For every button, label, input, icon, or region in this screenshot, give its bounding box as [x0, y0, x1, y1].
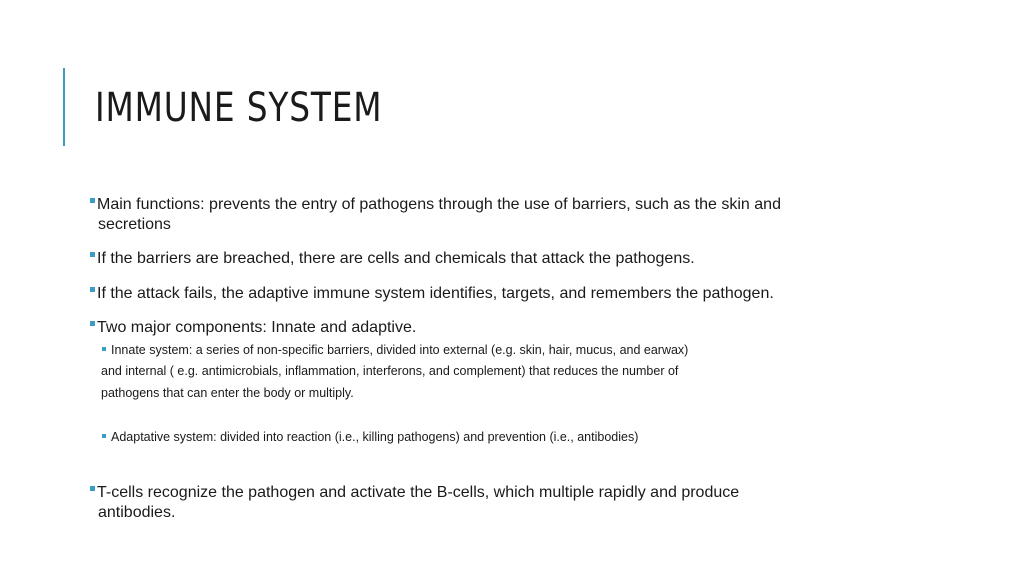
sub-bullet-text: Adaptative system: divided into reaction (i.e., killing pathogens) and prevention (i.e., antibodies) — [111, 430, 639, 444]
bullet-text: Two major components: Innate and adaptive. — [97, 319, 417, 336]
bullet-text: If the attack fails, the adaptive immune system identifies, targets, and remembers the pathogen. — [97, 285, 774, 302]
sub-bullet-text: Innate system: a series of non-specific barriers, divided into external (e.g. skin, hair, mucus, and earwax) — [111, 343, 689, 357]
bullet-attack-fails — [90, 284, 930, 304]
sub-bullet-innate — [102, 342, 688, 358]
bullet-square-icon — [90, 321, 95, 326]
slide-title: IMMUNE SYSTEM — [95, 85, 383, 131]
sub-bullet-innate-continued-2: pathogens that can enter the body or multiply. — [101, 386, 354, 400]
bullet-square-icon — [90, 486, 95, 491]
bullet-square-icon — [90, 252, 95, 257]
sub-bullet-adaptative — [102, 429, 638, 445]
bullet-t-cells — [90, 483, 890, 523]
bullet-square-icon — [90, 198, 95, 203]
title-accent-bar — [63, 68, 65, 146]
bullet-text: T-cells recognize the pathogen and activate the B-cells, which multiple rapidly and produce — [97, 484, 740, 501]
bullet-barriers-breached — [90, 249, 890, 269]
sub-bullet-square-icon — [102, 434, 106, 438]
bullet-text-continued: secretions — [98, 216, 171, 233]
sub-bullet-square-icon — [102, 347, 106, 351]
bullet-square-icon — [90, 287, 95, 292]
bullet-text: Main functions: prevents the entry of pathogens through the use of barriers, such as the skin and — [97, 196, 781, 213]
bullet-text-continued: antibodies. — [98, 504, 176, 521]
bullet-text: If the barriers are breached, there are cells and chemicals that attack the pathogens. — [97, 250, 695, 267]
sub-bullet-innate-continued: and internal ( e.g. antimicrobials, inflammation, interferons, and complement) that reduces the number of — [101, 364, 679, 378]
bullet-two-components — [90, 318, 890, 338]
bullet-main-functions — [90, 195, 890, 235]
